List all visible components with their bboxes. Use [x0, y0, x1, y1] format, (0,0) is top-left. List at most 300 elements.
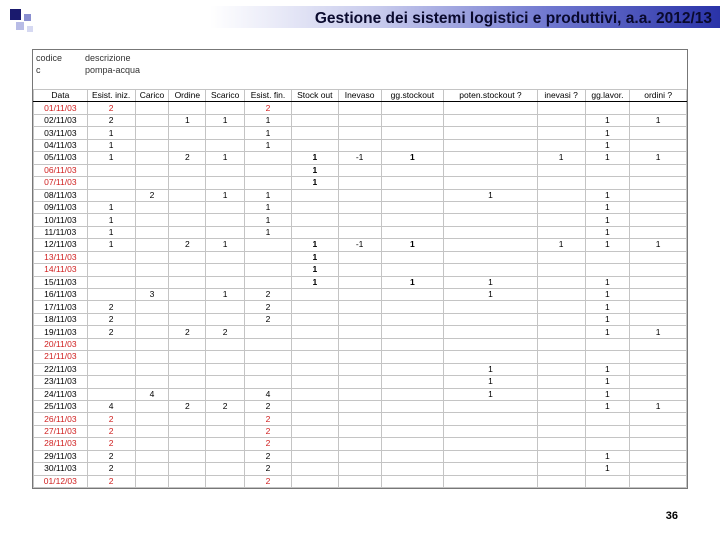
table-cell: 2 — [245, 413, 292, 425]
table-cell — [630, 177, 687, 189]
table-cell — [537, 177, 585, 189]
table-cell: 1 — [444, 376, 538, 388]
table-cell — [630, 313, 687, 325]
table-cell — [291, 226, 338, 238]
date-cell: 16/11/03 — [34, 289, 88, 301]
table-cell — [206, 475, 245, 487]
table-cell — [381, 363, 444, 375]
table-cell: 2 — [245, 475, 292, 487]
table-cell — [245, 363, 292, 375]
table-cell: 1 — [169, 114, 206, 126]
table-cell — [630, 450, 687, 462]
table-cell: 1 — [291, 152, 338, 164]
table-cell: 1 — [206, 239, 245, 251]
table-row — [34, 450, 687, 462]
table-cell — [169, 201, 206, 213]
table-cell: 1 — [585, 114, 630, 126]
table-row — [34, 264, 687, 276]
table-cell — [381, 463, 444, 475]
table-cell — [338, 189, 381, 201]
table-cell — [169, 351, 206, 363]
date-cell: 24/11/03 — [34, 388, 88, 400]
table-cell — [169, 301, 206, 313]
table-cell — [135, 450, 169, 462]
table-cell: 2 — [87, 463, 135, 475]
table-cell — [537, 425, 585, 437]
table-cell — [169, 276, 206, 288]
table-row — [34, 376, 687, 388]
table-row — [34, 388, 687, 400]
column-header: Inevaso — [338, 90, 381, 102]
table-cell — [537, 276, 585, 288]
header-description-value: pompa-acqua — [85, 65, 141, 75]
table-cell — [291, 139, 338, 151]
table-cell: 2 — [245, 289, 292, 301]
table-cell — [338, 438, 381, 450]
table-row — [34, 413, 687, 425]
table-row — [34, 276, 687, 288]
table-cell: 1 — [87, 201, 135, 213]
table-cell: 1 — [630, 114, 687, 126]
table-cell: 2 — [245, 438, 292, 450]
table-cell: 2 — [245, 400, 292, 412]
table-cell — [338, 313, 381, 325]
date-cell: 27/11/03 — [34, 425, 88, 437]
square-medium — [24, 14, 31, 21]
table-cell — [245, 264, 292, 276]
table-cell: 1 — [206, 189, 245, 201]
date-cell: 30/11/03 — [34, 463, 88, 475]
table-cell — [169, 363, 206, 375]
table-cell — [135, 413, 169, 425]
table-cell — [444, 326, 538, 338]
table-cell — [444, 438, 538, 450]
table-row — [34, 475, 687, 487]
table-cell: 1 — [630, 239, 687, 251]
table-cell — [630, 388, 687, 400]
table-cell: 1 — [291, 276, 338, 288]
table-cell: 3 — [135, 289, 169, 301]
table-cell: 2 — [169, 239, 206, 251]
table-cell — [444, 114, 538, 126]
table-cell: 2 — [87, 475, 135, 487]
table-cell: 2 — [245, 313, 292, 325]
table-cell: 1 — [291, 239, 338, 251]
table-cell — [169, 313, 206, 325]
table-cell — [585, 475, 630, 487]
date-cell: 19/11/03 — [34, 326, 88, 338]
date-cell: 17/11/03 — [34, 301, 88, 313]
table-cell — [630, 301, 687, 313]
table-cell: 2 — [87, 425, 135, 437]
table-cell — [135, 363, 169, 375]
table-cell — [537, 338, 585, 350]
table-cell — [630, 338, 687, 350]
table-cell: 1 — [630, 152, 687, 164]
date-cell: 21/11/03 — [34, 351, 88, 363]
table-cell: 2 — [245, 102, 292, 114]
table-cell — [444, 450, 538, 462]
table-cell — [338, 264, 381, 276]
table-cell — [206, 425, 245, 437]
table-cell — [444, 201, 538, 213]
square-lighter — [27, 26, 33, 32]
table-cell: 1 — [381, 152, 444, 164]
table-cell: 1 — [245, 226, 292, 238]
table-cell — [87, 351, 135, 363]
table-cell — [444, 425, 538, 437]
table-cell — [338, 450, 381, 462]
table-cell — [169, 127, 206, 139]
table-cell — [135, 376, 169, 388]
table-cell — [87, 363, 135, 375]
table-cell: 1 — [585, 463, 630, 475]
table-cell — [206, 102, 245, 114]
table-row — [34, 351, 687, 363]
table-cell — [338, 139, 381, 151]
table-cell: 1 — [444, 289, 538, 301]
table-cell — [585, 264, 630, 276]
table-cell — [537, 450, 585, 462]
table-cell — [537, 189, 585, 201]
table-cell: 1 — [585, 239, 630, 251]
table-cell: 1 — [585, 376, 630, 388]
table-cell — [87, 376, 135, 388]
table-cell — [245, 164, 292, 176]
table-row — [34, 363, 687, 375]
table-cell — [87, 177, 135, 189]
table-cell: 1 — [585, 127, 630, 139]
table-cell — [291, 313, 338, 325]
table-cell — [169, 177, 206, 189]
date-cell: 28/11/03 — [34, 438, 88, 450]
column-header: Esist. fin. — [245, 90, 292, 102]
table-cell — [135, 301, 169, 313]
table-cell — [630, 214, 687, 226]
page-number: 36 — [665, 510, 678, 522]
table-cell: 1 — [585, 400, 630, 412]
table-cell — [206, 450, 245, 462]
table-cell — [537, 226, 585, 238]
column-header: ordini ? — [630, 90, 687, 102]
table-cell — [135, 164, 169, 176]
table-cell — [135, 177, 169, 189]
table-cell — [630, 475, 687, 487]
table-cell — [169, 102, 206, 114]
table-cell — [630, 189, 687, 201]
table-cell — [291, 114, 338, 126]
table-cell — [537, 214, 585, 226]
table-cell — [537, 376, 585, 388]
table-cell: 2 — [206, 400, 245, 412]
table-cell — [135, 400, 169, 412]
table-cell — [630, 463, 687, 475]
table-cell — [338, 127, 381, 139]
table-cell — [381, 164, 444, 176]
table-cell — [585, 338, 630, 350]
table-cell — [169, 413, 206, 425]
table-cell — [381, 214, 444, 226]
table-cell — [169, 425, 206, 437]
table-cell: 1 — [245, 139, 292, 151]
table-cell — [444, 214, 538, 226]
table-cell — [338, 114, 381, 126]
table-cell — [381, 400, 444, 412]
table-cell — [169, 475, 206, 487]
table-cell — [585, 438, 630, 450]
table-cell — [338, 400, 381, 412]
table-cell — [135, 313, 169, 325]
table-cell — [338, 425, 381, 437]
table-cell — [87, 251, 135, 263]
table-cell — [585, 425, 630, 437]
table-cell: 1 — [630, 400, 687, 412]
table-cell — [206, 226, 245, 238]
table-cell — [537, 438, 585, 450]
table-cell — [291, 450, 338, 462]
table-cell: 1 — [291, 164, 338, 176]
table-cell — [381, 301, 444, 313]
table-row — [34, 438, 687, 450]
table-cell: 1 — [245, 127, 292, 139]
table-cell — [381, 177, 444, 189]
table-cell — [537, 114, 585, 126]
table-cell: 1 — [585, 189, 630, 201]
table-cell — [338, 326, 381, 338]
table-cell — [169, 251, 206, 263]
date-cell: 06/11/03 — [34, 164, 88, 176]
table-cell — [630, 102, 687, 114]
table-row — [34, 338, 687, 350]
table-row — [34, 114, 687, 126]
table-cell: 2 — [245, 450, 292, 462]
table-cell — [169, 264, 206, 276]
table-cell — [206, 363, 245, 375]
table-row — [34, 425, 687, 437]
table-cell — [338, 201, 381, 213]
date-cell: 20/11/03 — [34, 338, 88, 350]
table-cell — [87, 276, 135, 288]
table-cell — [169, 164, 206, 176]
table-cell — [537, 139, 585, 151]
table-cell — [444, 338, 538, 350]
date-cell: 18/11/03 — [34, 313, 88, 325]
table-cell — [444, 127, 538, 139]
table-cell: 1 — [87, 152, 135, 164]
table-cell — [338, 463, 381, 475]
table-cell: 2 — [169, 152, 206, 164]
date-cell: 09/11/03 — [34, 201, 88, 213]
column-header: gg.lavor. — [585, 90, 630, 102]
table-row — [34, 226, 687, 238]
table-cell: 1 — [206, 289, 245, 301]
table-cell — [206, 214, 245, 226]
date-cell: 12/11/03 — [34, 239, 88, 251]
table-cell: 1 — [381, 239, 444, 251]
table-cell — [135, 152, 169, 164]
table-cell — [585, 351, 630, 363]
table-cell: 1 — [585, 313, 630, 325]
column-header: Carico — [135, 90, 169, 102]
table-cell: 1 — [291, 251, 338, 263]
table-cell — [338, 363, 381, 375]
date-cell: 11/11/03 — [34, 226, 88, 238]
table-cell — [135, 338, 169, 350]
table-cell — [245, 239, 292, 251]
table-cell — [206, 251, 245, 263]
table-cell — [537, 351, 585, 363]
column-header: Data — [34, 90, 88, 102]
table-row — [34, 326, 687, 338]
table-cell: 2 — [87, 450, 135, 462]
table-cell: 1 — [585, 388, 630, 400]
table-header-row — [34, 90, 687, 102]
table-cell — [381, 475, 444, 487]
table-cell: 4 — [87, 400, 135, 412]
table-cell: 1 — [585, 289, 630, 301]
table-cell — [630, 413, 687, 425]
table-cell — [381, 413, 444, 425]
table-cell: 2 — [135, 189, 169, 201]
table-cell — [381, 226, 444, 238]
table-row — [34, 301, 687, 313]
table-cell — [537, 400, 585, 412]
table-cell — [537, 313, 585, 325]
table-cell — [206, 201, 245, 213]
table-cell: 1 — [444, 276, 538, 288]
table-cell — [135, 214, 169, 226]
table-cell: 1 — [245, 114, 292, 126]
table-cell — [87, 189, 135, 201]
table-cell — [338, 226, 381, 238]
header-code-value: c — [36, 65, 41, 75]
table-cell — [630, 363, 687, 375]
table-cell — [291, 289, 338, 301]
table-cell — [537, 413, 585, 425]
table-cell — [206, 376, 245, 388]
table-row — [34, 239, 687, 251]
table-cell — [291, 351, 338, 363]
table-cell — [206, 264, 245, 276]
table-cell — [585, 102, 630, 114]
table-cell — [444, 301, 538, 313]
table-cell: 1 — [291, 177, 338, 189]
table-cell — [291, 463, 338, 475]
table-cell: 1 — [245, 214, 292, 226]
table-cell: 2 — [169, 326, 206, 338]
table-row — [34, 313, 687, 325]
square-dark — [10, 9, 21, 20]
table-cell — [381, 326, 444, 338]
table-cell — [537, 363, 585, 375]
table-cell — [206, 388, 245, 400]
table-cell: 1 — [585, 226, 630, 238]
table-cell — [585, 413, 630, 425]
table-cell — [291, 338, 338, 350]
table-cell — [338, 388, 381, 400]
table-cell: 1 — [87, 226, 135, 238]
table-cell — [537, 251, 585, 263]
slide-title: Gestione dei sistemi logistici e produttivi, a.a. 2012/13 — [314, 10, 712, 27]
table-cell — [381, 425, 444, 437]
table-cell — [169, 289, 206, 301]
table-cell — [537, 127, 585, 139]
table-cell: 1 — [444, 363, 538, 375]
table-cell — [291, 376, 338, 388]
date-cell: 13/11/03 — [34, 251, 88, 263]
column-header: Scarico — [206, 90, 245, 102]
table-cell — [537, 475, 585, 487]
table-cell: 1 — [585, 214, 630, 226]
table-cell — [630, 351, 687, 363]
table-cell — [245, 351, 292, 363]
table-cell: 1 — [245, 189, 292, 201]
table-row — [34, 139, 687, 151]
table-cell — [338, 475, 381, 487]
column-header: poten.stockout ? — [444, 90, 538, 102]
table-cell — [135, 114, 169, 126]
table-cell — [291, 201, 338, 213]
table-cell: 2 — [245, 463, 292, 475]
table-cell — [630, 376, 687, 388]
date-cell: 23/11/03 — [34, 376, 88, 388]
table-cell: -1 — [338, 152, 381, 164]
table-cell — [291, 413, 338, 425]
table-cell: 1 — [630, 326, 687, 338]
table-row — [34, 177, 687, 189]
table-cell — [338, 338, 381, 350]
table-cell — [338, 102, 381, 114]
table-row — [34, 289, 687, 301]
table-cell: 2 — [206, 326, 245, 338]
table-cell — [135, 264, 169, 276]
date-cell: 01/11/03 — [34, 102, 88, 114]
column-header: Esist. iniz. — [87, 90, 135, 102]
table-cell: 2 — [87, 313, 135, 325]
table-cell — [338, 301, 381, 313]
table-cell — [206, 351, 245, 363]
table-cell — [135, 463, 169, 475]
table-cell — [338, 177, 381, 189]
table-cell: 1 — [585, 301, 630, 313]
table-cell — [444, 177, 538, 189]
date-cell: 15/11/03 — [34, 276, 88, 288]
table-cell — [135, 326, 169, 338]
table-cell — [291, 438, 338, 450]
date-cell: 01/12/03 — [34, 475, 88, 487]
table-cell — [245, 376, 292, 388]
table-cell: 1 — [87, 127, 135, 139]
table-cell — [291, 214, 338, 226]
table-cell — [444, 400, 538, 412]
table-cell: 1 — [585, 363, 630, 375]
table-cell — [291, 102, 338, 114]
table-cell — [630, 289, 687, 301]
column-header: Stock out — [291, 90, 338, 102]
table-cell: 2 — [87, 114, 135, 126]
table-cell: 2 — [245, 425, 292, 437]
table-cell — [630, 139, 687, 151]
table-cell — [537, 463, 585, 475]
table-cell — [291, 127, 338, 139]
table-cell: 2 — [245, 301, 292, 313]
date-cell: 08/11/03 — [34, 189, 88, 201]
table-cell — [87, 338, 135, 350]
table-cell — [291, 400, 338, 412]
table-cell — [630, 425, 687, 437]
table-cell: 1 — [87, 239, 135, 251]
table-row — [34, 102, 687, 114]
